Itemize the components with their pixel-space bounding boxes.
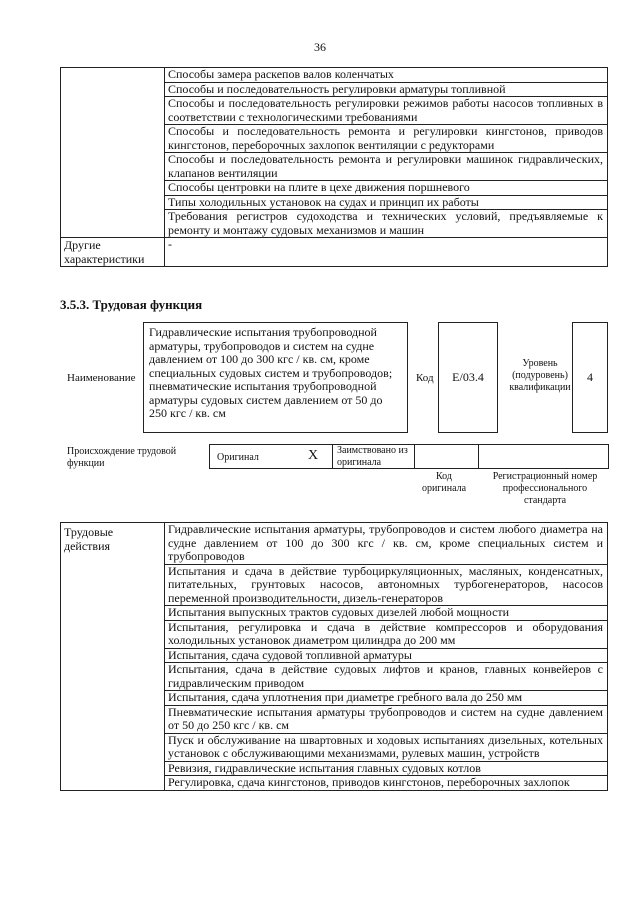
empty-label-cell (61, 68, 165, 238)
name-label: Наименование (67, 372, 136, 384)
action-cell: Ревизия, гидравлические испытания главных судовых котлов (165, 761, 608, 776)
original-mark: X (308, 448, 319, 463)
knowledge-cell: Способы замера раскепов валов коленчатых (165, 68, 608, 83)
level-value-box: 4 (572, 322, 608, 433)
knowledge-cell: Способы и последовательность регулировки режимов работы насосов топливных в соответствии с технологическими требованиями (165, 97, 608, 125)
borrowed-label: Заимствовано из оригинала (337, 445, 408, 468)
level-label: Уровень (подуровень) квалификации (509, 358, 571, 393)
action-cell: Испытания, сдача уплотнения при диаметре гребного вала до 250 мм (165, 691, 608, 706)
code-label: Код (416, 372, 434, 384)
action-cell: Испытания, сдача в действие судовых лифтов и кранов, главных конвейеров с гидравлическим приводом (165, 663, 608, 691)
table-row (61, 238, 608, 267)
action-cell: Испытания, сдача судовой топливной арматуры (165, 648, 608, 663)
other-characteristics-label: Другие характеристики (61, 238, 165, 267)
action-cell: Испытания и сдача в действие турбоциркуляционных, масляных, конденсатных, питательных, грунтовых насосов, автономных турбогенераторов, насосов переменной производительности, дизель-генераторов (165, 564, 608, 606)
original-label: Оригинал (217, 452, 259, 463)
action-cell: Пневматические испытания арматуры трубопроводов и систем на судне давлением от 50 до 250 кгс / кв. см (165, 705, 608, 733)
knowledge-cell: Способы и последовательность регулировки арматуры топливной (165, 82, 608, 97)
labor-actions-table (60, 522, 608, 791)
action-cell: Регулировка, сдача кингстонов, приводов кингстонов, переборочных захлопок (165, 776, 608, 791)
function-name-box: Гидравлические испытания трубопроводной арматуры, трубопроводов и систем на судне давлением от 100 до 300 кгс / кв. см, кроме специальных судовых систем и трубопроводов; пневматические испытания трубопроводной арматуры судовых систем давлением от 50 до 250 кгс / кв. см (143, 322, 408, 433)
divider (478, 444, 479, 469)
table-row (61, 523, 608, 565)
page-number: 36 (314, 40, 326, 54)
labor-actions-label: Трудовые действия (61, 523, 165, 791)
action-cell: Испытания, регулировка и сдача в действие компрессоров и оборудования холодильных установок диаметром цилиндра до 200 мм (165, 620, 608, 648)
action-cell: Гидравлические испытания арматуры, трубопроводов и систем любого диаметра на судне давлением от 100 до 300 кгс / кв. см, кроме специальных систем и трубопроводов (165, 523, 608, 565)
knowledge-cell: Способы центровки на плите в цехе движения поршневого (165, 181, 608, 196)
knowledge-cell: Способы и последовательность ремонта и регулировки машинок гидравлических, клапанов вентиляции (165, 153, 608, 181)
knowledge-table (60, 67, 608, 267)
knowledge-cell: Типы холодильных установок на судах и принцип их работы (165, 195, 608, 210)
other-characteristics-value: - (165, 238, 608, 267)
table-row (61, 68, 608, 83)
knowledge-cell: Способы и последовательность ремонта и регулировки кингстонов, приводов кингстонов, переборочных захлопок вентиляции с редукторами (165, 125, 608, 153)
divider (332, 444, 333, 469)
code-original-caption: Код оригинала (421, 471, 467, 494)
code-value-box: E/03.4 (438, 322, 498, 433)
action-cell: Испытания выпускных трактов судовых дизелей любой мощности (165, 606, 608, 621)
divider (414, 444, 415, 469)
origin-label: Происхождение трудовой функции (67, 446, 177, 469)
knowledge-cell: Требования регистров судоходства и технических условий, предъявляемые к ремонту и монтажу судовых механизмов и машин (165, 210, 608, 238)
reg-number-caption: Регистрационный номер профессионального стандарта (492, 471, 598, 506)
action-cell: Пуск и обслуживание на швартовных и ходовых испытаниях дизельных, котельных установок с обслуживающими механизмами, рулевых машин, устройств (165, 733, 608, 761)
section-heading: 3.5.3. Трудовая функция (60, 297, 203, 312)
